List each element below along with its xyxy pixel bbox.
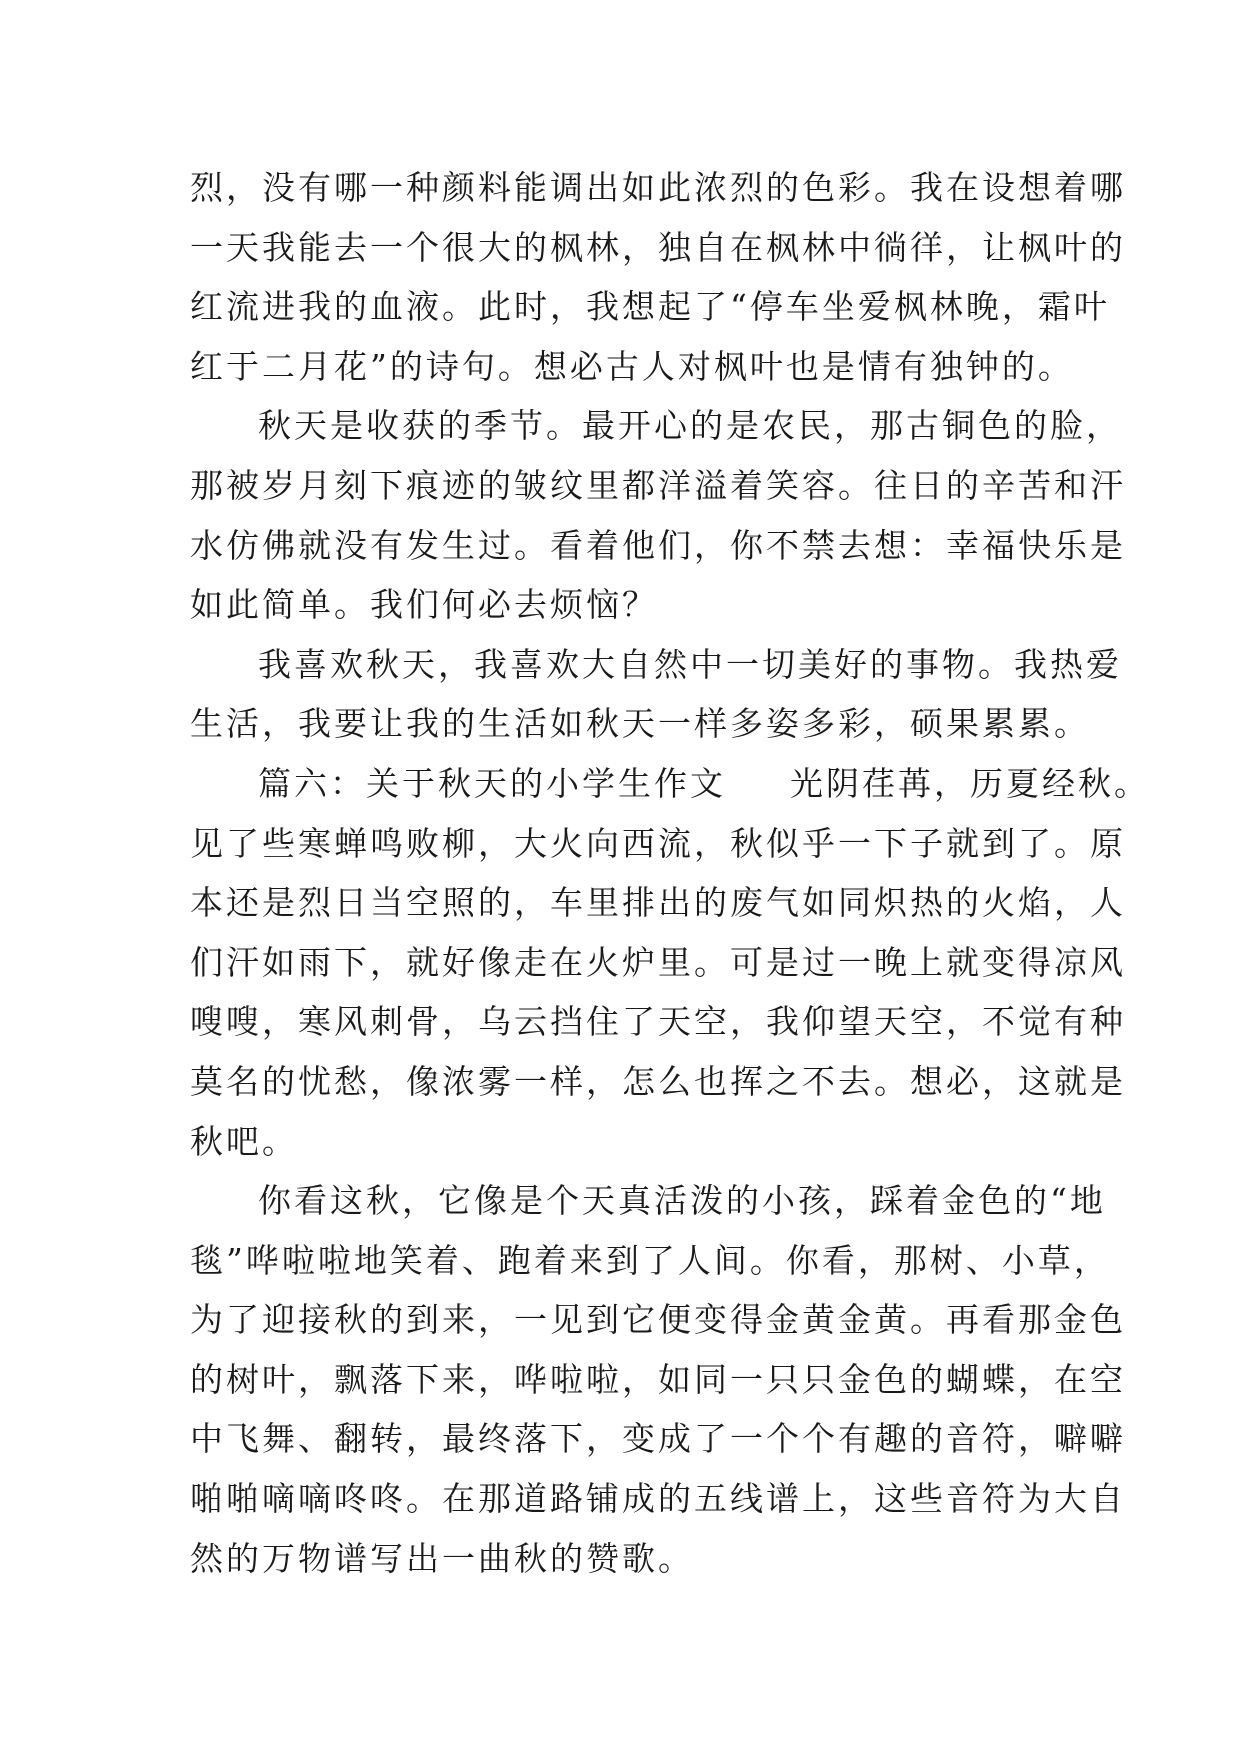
- text-line-18: 你看这秋，它像是个天真活泼的小孩，踩着金色的“地: [258, 1181, 1106, 1221]
- section-heading-line: [190, 754, 1150, 814]
- text-line-2: 一天我能去一个很大的枫林，独自在枫林中徜徉，让枫叶的: [190, 227, 1126, 267]
- text-line-21: 的树叶，飘落下来，哗啦啦，如同一只只金色的蝴蝶，在空: [190, 1359, 1126, 1399]
- text-line-3: 红流进我的血液。此时，我想起了“停车坐爱枫林晚，霜叶: [190, 287, 1110, 327]
- text-line-10: 生活，我要让我的生活如秋天一样多姿多彩，硕果累累。: [190, 704, 1090, 744]
- text-line-8: 如此简单。我们何必去烦恼？: [190, 585, 658, 625]
- text-line-16: 莫名的忧愁，像浓雾一样，怎么也挥之不去。想必，这就是: [190, 1061, 1126, 1101]
- text-line-23: 啪啪嘀嘀咚咚。在那道路铺成的五线谱上，这些音符为大自: [190, 1479, 1126, 1519]
- text-line-9: 我喜欢秋天，我喜欢大自然中一切美好的事物。我热爱: [258, 644, 1122, 684]
- essay-body: [190, 158, 1150, 1588]
- text-line-12: 见了些寒蝉鸣败柳，大火向西流，秋似乎一下子就到了。原: [190, 823, 1126, 863]
- text-line-13: 本还是烈日当空照的，车里排出的废气如同炽热的火焰，人: [190, 883, 1126, 923]
- text-line-22: 中飞舞、翻转，最终落下，变成了一个个有趣的音符，噼噼: [190, 1419, 1126, 1459]
- section-opening-text: 光阴荏苒，历夏经秋。: [790, 763, 1150, 803]
- text-line-24: 然的万物谱写出一曲秋的赞歌。: [190, 1538, 694, 1578]
- text-line-19: 毯”哗啦啦地笑着、跑着来到了人间。你看，那树、小草，: [190, 1240, 1110, 1280]
- text-line-7: 水仿佛就没有发生过。看着他们，你不禁去想：幸福快乐是: [190, 525, 1126, 565]
- text-line-4: 红于二月花”的诗句。想必古人对枫叶也是情有独钟的。: [190, 346, 1074, 386]
- text-line-1: 烈，没有哪一种颜料能调出如此浓烈的色彩。我在设想着哪: [190, 168, 1126, 207]
- section-heading: 篇六：关于秋天的小学生作文: [258, 763, 726, 803]
- text-line-17: 秋吧。: [190, 1121, 298, 1161]
- text-line-20: 为了迎接秋的到来，一见到它便变得金黄金黄。再看那金色: [190, 1300, 1126, 1340]
- text-line-15: 嗖嗖，寒风刺骨，乌云挡住了天空，我仰望天空，不觉有种: [190, 1002, 1126, 1042]
- text-line-5: 秋天是收获的季节。最开心的是农民，那古铜色的脸，: [258, 406, 1122, 446]
- text-line-6: 那被岁月刻下痕迹的皱纹里都洋溢着笑容。往日的辛苦和汗: [190, 465, 1126, 505]
- text-line-14: 们汗如雨下，就好像走在火炉里。可是过一晚上就变得凉风: [190, 942, 1126, 982]
